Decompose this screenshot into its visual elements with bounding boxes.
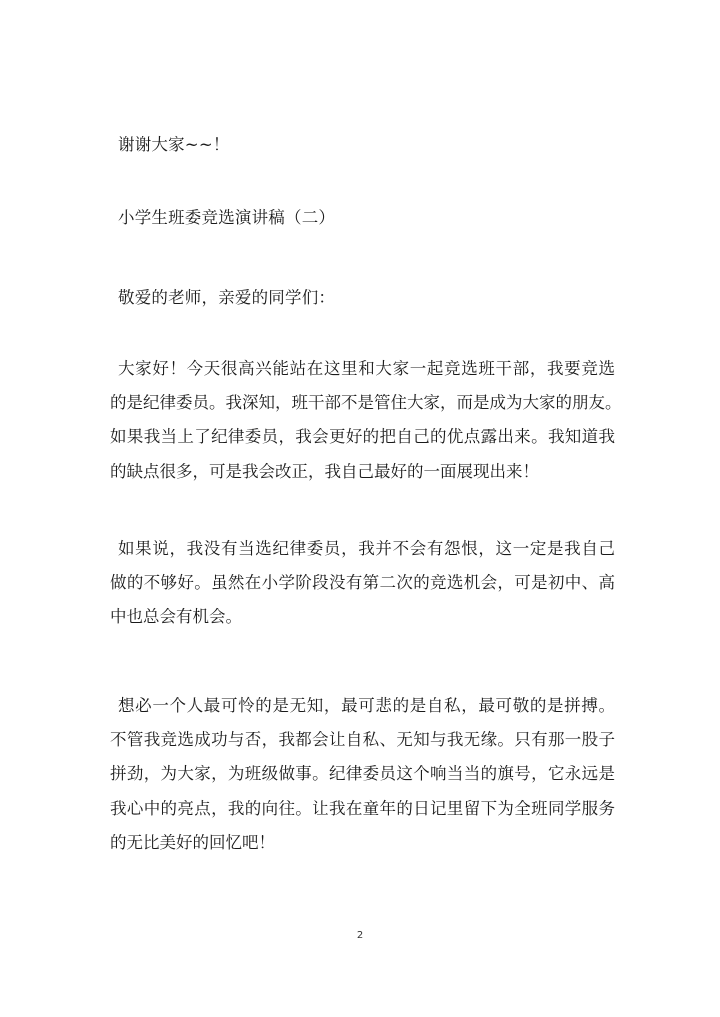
paragraph-line: 的是纪律委员。我深知，班干部不是管住大家，而是成为大家的朋友。 xyxy=(110,393,622,413)
paragraph-line: 做的不够好。虽然在小学阶段没有第二次的竞选机会，可是初中、高 xyxy=(110,573,615,593)
page-number: 2 xyxy=(356,930,364,941)
paragraph-line: 拼劲，为大家，为班级做事。纪律委员这个响当当的旗号，它永远是 xyxy=(110,764,615,784)
paragraph-3 xyxy=(110,689,615,860)
paragraph-line: 的无比美好的回忆吧！ xyxy=(110,832,275,852)
paragraph-line: 大家好！今天很高兴能站在这里和大家一起竞选班干部，我要竞选 xyxy=(118,359,615,378)
paragraph-line: 的缺点很多，可是我会改正，我自己最好的一面展现出来！ xyxy=(110,461,539,481)
paragraph-line: 不管我竞选成功与否，我都会让自私、无知与我无缘。只有那一股子 xyxy=(110,730,615,750)
paragraph-line: 如果说，我没有当选纪律委员，我并不会有怨恨，这一定是我自己 xyxy=(118,539,615,558)
paragraph-line: 我心中的亮点，我的向往。让我在童年的日记里留下为全班同学服务 xyxy=(110,798,615,818)
closing-line: 谢谢大家~~！ xyxy=(118,135,230,154)
section-title: 小学生班委竞选演讲稿（二） xyxy=(118,208,336,227)
paragraph-1 xyxy=(110,352,622,489)
paragraph-line: 如果我当上了纪律委员，我会更好的把自己的优点露出来。我知道我 xyxy=(110,427,615,447)
paragraph-2 xyxy=(110,532,615,635)
greeting: 敬爱的老师，亲爱的同学们： xyxy=(118,288,336,307)
paragraph-line: 中也总会有机会。 xyxy=(110,607,242,627)
paragraph-line: 想必一个人最可怜的是无知，最可悲的是自私，最可敬的是拼搏。 xyxy=(118,696,615,715)
